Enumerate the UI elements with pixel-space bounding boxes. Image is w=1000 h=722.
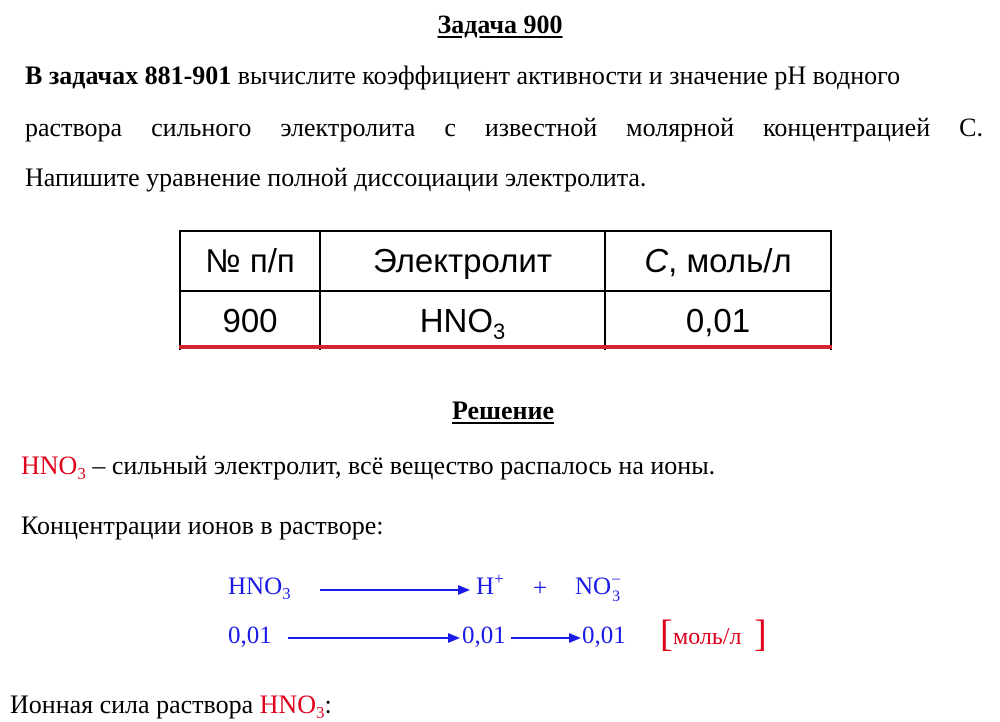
table-header-row xyxy=(180,231,831,291)
header-number: № п/п xyxy=(180,231,320,291)
cell-formula-sub: 3 xyxy=(493,319,506,344)
eq-arrow-2 xyxy=(288,628,460,648)
solution-title: Решение xyxy=(451,396,555,425)
intro-bold: В задачах 881-901 xyxy=(25,61,232,90)
eq-conc-p1: 0,01 xyxy=(462,622,506,649)
eq-product-1 xyxy=(476,569,504,601)
solution-line-3-colon: : xyxy=(324,690,332,719)
eq-product-2 xyxy=(575,570,625,605)
eq-product-2-sub: 3 xyxy=(612,588,621,605)
cell-number: 900 xyxy=(180,291,320,350)
eq-reactant-text: HNO xyxy=(228,573,283,600)
formula-red-2: HNO xyxy=(259,690,316,719)
solution-line-3 xyxy=(10,690,332,720)
intro-word: молярной xyxy=(626,113,734,142)
formula-red-2-sub: 3 xyxy=(316,703,325,722)
intro-word: известной xyxy=(484,113,598,142)
table-row xyxy=(180,291,831,350)
eq-reactant xyxy=(228,573,291,601)
intro-word: сильного xyxy=(151,113,252,142)
cell-concentration: 0,01 xyxy=(605,291,831,350)
eq-arrow-1 xyxy=(320,580,470,600)
intro-word: электролита xyxy=(280,113,416,142)
unit-bracket-right: ] xyxy=(754,613,767,655)
table-red-underline xyxy=(179,345,832,349)
intro-word: концентрацией xyxy=(763,113,931,142)
unit-bracket-left: [ xyxy=(660,613,673,655)
cell-formula: HNO xyxy=(419,302,494,339)
intro-line-1-text: вычислите коэффициент активности и значение pH водного xyxy=(231,61,901,90)
eq-product-2-sup: – xyxy=(612,570,621,587)
eq-unit: моль/л xyxy=(673,624,742,650)
header-conc-symbol: C xyxy=(644,242,669,279)
solution-line-1-text: – сильный электролит, всё вещество распалось на ионы. xyxy=(85,451,716,480)
task-title: Задача 900 xyxy=(437,10,563,39)
formula-red-sub: 3 xyxy=(77,464,86,483)
eq-product-1-sup: + xyxy=(494,569,504,588)
header-electrolyte: Электролит xyxy=(320,231,605,291)
intro-line-1 xyxy=(25,63,983,89)
intro-line-2 xyxy=(25,115,983,141)
eq-plus: + xyxy=(533,575,548,602)
eq-product-2-text: NO xyxy=(575,573,612,600)
solution-line-1 xyxy=(21,451,715,481)
solution-line-2: Концентрации ионов в растворе: xyxy=(21,511,384,540)
eq-product-1-text: H xyxy=(476,573,495,600)
conditions-table xyxy=(179,230,832,350)
header-conc-unit: , моль/л xyxy=(668,242,792,279)
eq-arrow-3 xyxy=(511,628,581,648)
eq-conc-p2: 0,01 xyxy=(582,622,626,649)
eq-product-2-indices xyxy=(611,570,625,605)
intro-word: С. xyxy=(959,113,983,142)
header-concentration xyxy=(605,231,831,291)
cell-electrolyte xyxy=(320,291,605,350)
intro-word: с xyxy=(444,113,456,142)
intro-line-3: Напишите уравнение полной диссоциации электролита. xyxy=(25,163,647,192)
eq-conc-reactant: 0,01 xyxy=(228,622,272,649)
solution-line-3-text: Ионная сила раствора xyxy=(10,690,260,719)
intro-word: раствора xyxy=(25,113,123,142)
formula-red: HNO xyxy=(21,451,78,480)
eq-reactant-sub: 3 xyxy=(282,584,291,603)
